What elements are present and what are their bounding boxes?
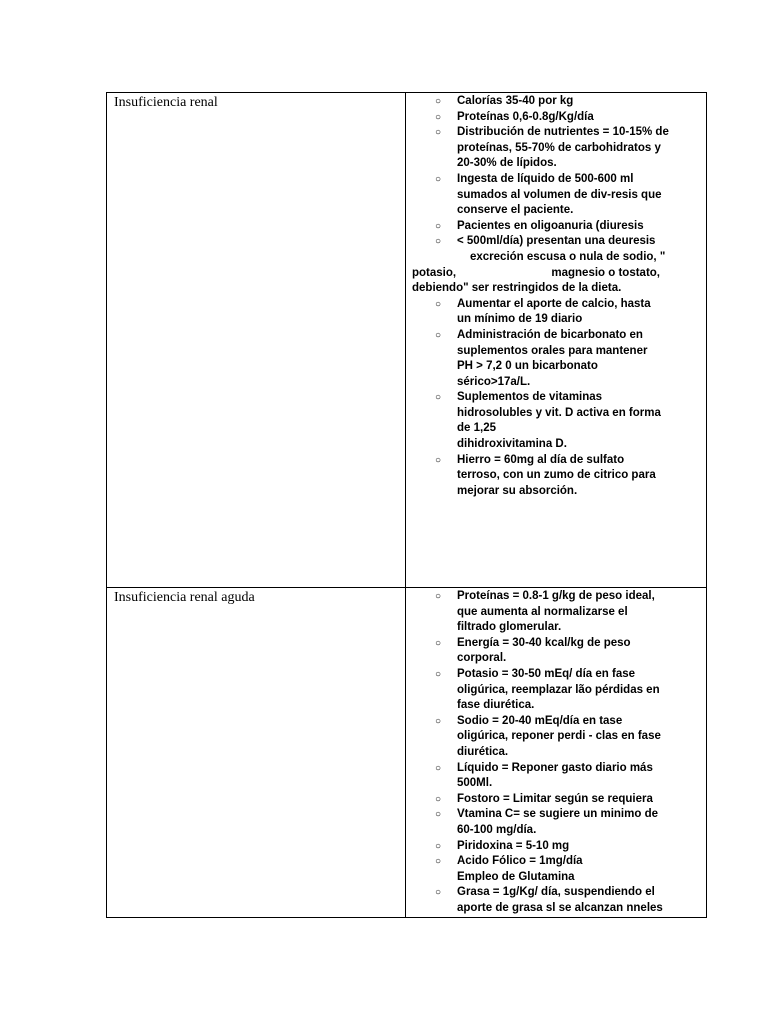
bullet-icon: ○	[435, 220, 442, 232]
table-row	[107, 93, 707, 588]
item-text-line: < 500ml/día) presentan una deuresis	[457, 235, 656, 248]
list-item	[406, 219, 702, 235]
bullet-list	[406, 297, 706, 500]
bullet-icon: ○	[435, 173, 442, 185]
bullet-icon: ○	[435, 715, 442, 727]
list-item	[406, 792, 702, 808]
item-text-line: proteínas, 55-70% de carbohidratos y	[457, 141, 661, 154]
bullet-icon: ○	[435, 637, 442, 649]
paragraph-fragment: magnesio o tostato,	[551, 266, 660, 279]
item-text-line: Calorías 35-40 por kg	[457, 95, 574, 107]
item-text-line: de 1,25	[457, 422, 496, 435]
row-label: Insuficiencia renal aguda	[114, 590, 255, 605]
bullet-icon: ○	[435, 856, 442, 868]
item-text-line: Líquido = Reponer gasto diario más	[457, 761, 653, 774]
list-item	[406, 125, 702, 172]
item-text-line: Piridoxina = 5-10 mg	[457, 839, 570, 852]
item-text-line: aporte de grasa sl se alcanzan nneles	[457, 901, 663, 914]
item-text-line: PH > 7,2 0 un bicarbonato	[457, 360, 598, 373]
wrapped-paragraph	[406, 250, 706, 297]
item-text-line: terroso, con un zumo de citrico para	[457, 469, 656, 482]
bullet-icon: ○	[435, 668, 442, 680]
row-content-cell	[406, 588, 707, 918]
item-text-line: Potasio = 30-50 mEq/ día en fase	[457, 667, 636, 680]
row-label-cell	[107, 588, 406, 918]
item-text-line: diurética.	[457, 745, 509, 758]
item-text-line: sérico>17a/L.	[457, 375, 531, 388]
bullet-list	[406, 588, 706, 916]
item-text-line: Proteínas 0,6-0.8g/Kg/día	[457, 110, 594, 123]
item-text-line: Acido Fólico = 1mg/día	[457, 855, 583, 868]
nutrition-table	[106, 92, 707, 918]
list-item	[406, 589, 702, 636]
bullet-icon: ○	[435, 392, 442, 404]
table-row	[107, 588, 707, 918]
item-text-line: 60-100 mg/día.	[457, 823, 537, 836]
list-item	[406, 328, 702, 390]
item-text-line: filtrado glomerular.	[457, 621, 562, 634]
list-item	[406, 636, 702, 667]
list-item	[406, 172, 702, 219]
list-item	[406, 854, 702, 885]
item-text-line: fase diurética.	[457, 699, 535, 712]
bullet-icon: ○	[435, 127, 442, 139]
bullet-icon: ○	[435, 236, 442, 248]
item-text-line: corporal.	[457, 652, 507, 665]
bullet-icon: ○	[435, 793, 442, 805]
row-label: Insuficiencia renal	[114, 95, 218, 110]
list-item	[406, 885, 702, 916]
item-text-line: Aumentar el aporte de calcio, hasta	[457, 297, 651, 310]
item-text-line: Suplementos de vitaminas	[457, 391, 603, 404]
item-text-line: Empleo de Glutamina	[457, 870, 575, 883]
list-item	[406, 453, 702, 500]
item-text-line: Proteínas = 0.8-1 g/kg de peso ideal,	[457, 590, 655, 602]
item-text-line: Grasa = 1g/Kg/ día, suspendiendo el	[457, 886, 655, 899]
item-text-line: Energía = 30-40 kcal/kg de peso	[457, 636, 631, 649]
item-text-line: Pacientes en oligoanuria (diuresis	[457, 219, 644, 232]
bullet-icon: ○	[435, 591, 442, 602]
list-item	[406, 297, 702, 328]
bullet-icon: ○	[435, 762, 442, 774]
item-text-line: Fostoro = Limitar según se requiera	[457, 792, 653, 805]
item-text-line: Sodio = 20-40 mEq/día en tase	[457, 714, 623, 727]
bullet-icon: ○	[435, 454, 442, 466]
row-content-cell	[406, 93, 707, 588]
item-text-line: Hierro = 60mg al día de sulfato	[457, 453, 625, 466]
list-item	[406, 667, 702, 714]
item-text-line: conserve el paciente.	[457, 204, 574, 217]
list-item	[406, 761, 702, 792]
item-text-line: Distribución de nutrientes = 10-15% de	[457, 126, 669, 139]
item-text-line: Vtamina C= se sugiere un minimo de	[457, 808, 658, 821]
list-item	[406, 390, 702, 452]
item-text-line: hidrosolubles y vit. D activa en forma	[457, 406, 661, 419]
bullet-icon: ○	[435, 111, 442, 123]
item-text-line: Administración de bicarbonato en	[457, 328, 643, 341]
item-text-line: oligúrica, reponer perdi - clas en fase	[457, 730, 661, 743]
paragraph-line: excreción escusa o nula de sodio, "	[470, 250, 666, 263]
list-item	[406, 714, 702, 761]
item-text-line: suplementos orales para mantener	[457, 344, 648, 357]
list-item	[406, 807, 702, 838]
bullet-icon: ○	[435, 840, 442, 852]
list-item	[406, 110, 702, 126]
item-text-line: Ingesta de líquido de 500-600 ml	[457, 172, 634, 185]
paragraph-line: debiendo" ser restringidos de la dieta.	[412, 282, 622, 295]
list-item	[406, 234, 702, 250]
item-text-line: mejorar su absorción.	[457, 484, 578, 497]
item-text-line: dihidroxivitamina D.	[457, 438, 567, 451]
item-text-line: 20-30% de lípidos.	[457, 157, 557, 170]
bullet-icon: ○	[435, 329, 442, 341]
bullet-icon: ○	[435, 887, 442, 899]
bullet-list	[406, 93, 706, 250]
item-text-line: 500Ml.	[457, 777, 493, 790]
bullet-icon: ○	[435, 809, 442, 821]
bullet-icon: ○	[435, 298, 442, 310]
bullet-icon: ○	[435, 96, 442, 107]
row-label-cell	[107, 93, 406, 588]
item-text-line: oligúrica, reemplazar lão pérdidas en	[457, 683, 660, 696]
item-text-line: que aumenta al normalizarse el	[457, 605, 628, 618]
paragraph-line	[406, 266, 660, 282]
list-item	[406, 94, 702, 110]
list-item	[406, 839, 702, 855]
item-text-line: un mínimo de 19 diario	[457, 313, 583, 326]
paragraph-fragment: potasio,	[412, 266, 457, 279]
item-text-line: sumados al volumen de div-resis que	[457, 188, 662, 201]
